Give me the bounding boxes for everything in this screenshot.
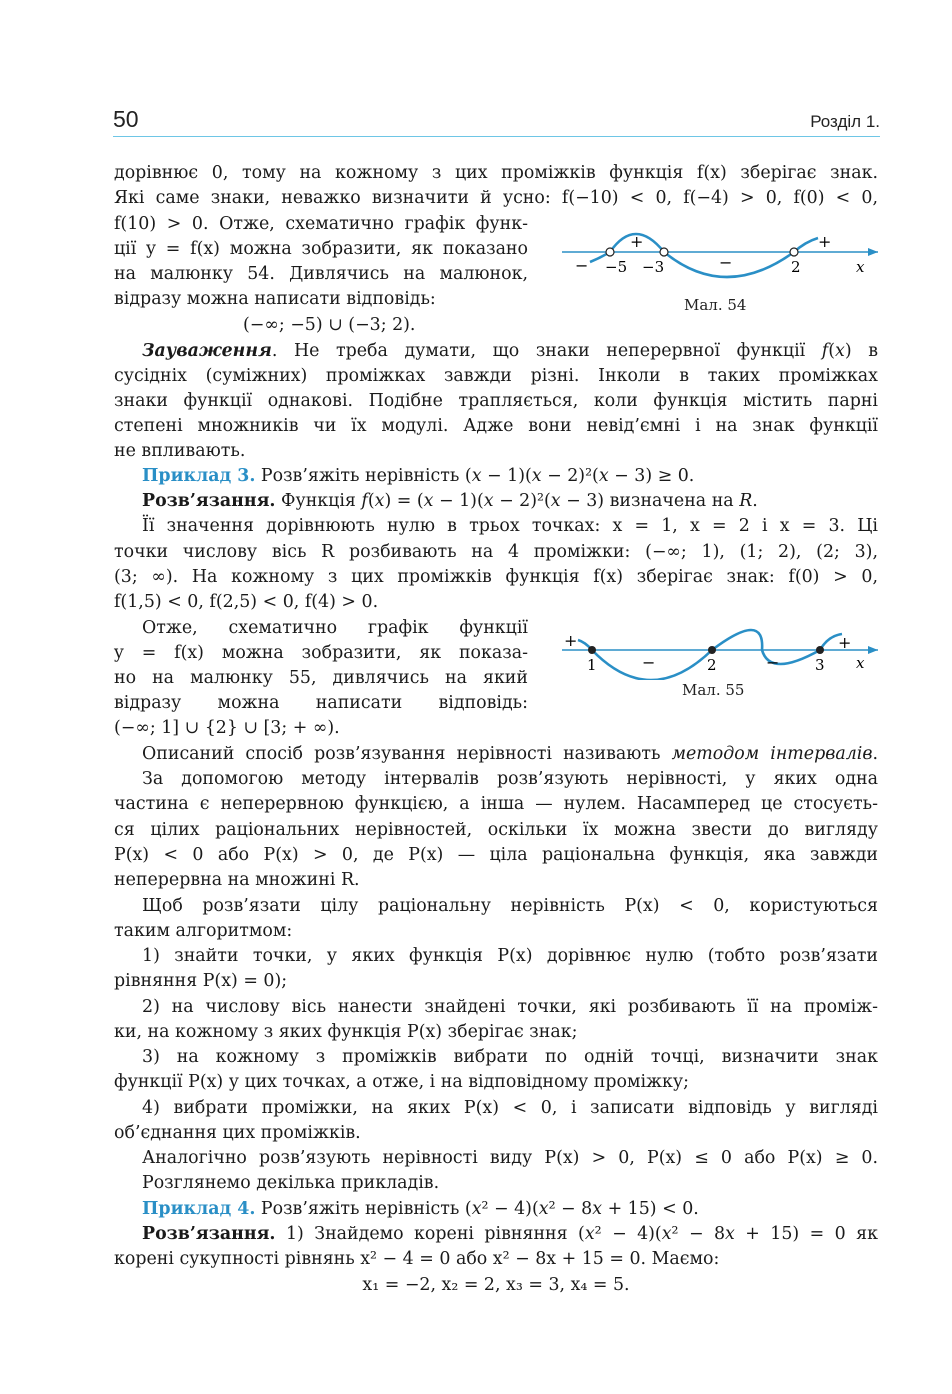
axis-label: x — [856, 258, 865, 276]
tick-label: −3 — [642, 258, 665, 276]
axis-label: x — [856, 654, 865, 672]
example-4-heading: Приклад 4. Розв’яжіть нерівність (x² − 4)(x² − 8x + 15) < 0. — [142, 1199, 699, 1219]
answer-line: (−∞; 1] ∪ {2} ∪ [3; + ∞). — [114, 718, 340, 738]
sign-label: + — [838, 633, 852, 652]
text-line: Розглянемо декілька прикладів. — [142, 1173, 440, 1193]
text-line: 1) знайти точки, у яких функція P(x) дорівнює нулю (тобто розв’язати — [142, 946, 878, 966]
header-rule — [113, 136, 880, 137]
page-number: 50 — [113, 106, 139, 132]
text-line: відразу можна написати відповідь: — [114, 289, 436, 309]
example-3-heading: Приклад 3. Розв’яжіть нерівність (x − 1)(x − 2)²(x − 3) ≥ 0. — [142, 466, 695, 486]
root-point — [790, 248, 798, 256]
text-line: 2) на числову вісь нанести знайдені точки, які розбивають її на промiж- — [142, 997, 878, 1017]
sign-label: + — [564, 631, 578, 650]
sign-label: + — [818, 232, 832, 251]
sign-label: − — [575, 256, 589, 275]
text-line: но на малюнку 55, дивлячись на який — [114, 668, 528, 688]
text-line: 4) вибрати проміжки, на яких P(x) < 0, і записати відповідь у вигляді — [142, 1098, 878, 1118]
text-line: Які саме знаки, неважко визначити й усно: f(−10) < 0, f(−4) > 0, f(0) < 0, — [114, 188, 878, 208]
root-point — [816, 646, 824, 654]
figure-54 — [560, 220, 880, 290]
sign-label: − — [642, 653, 656, 672]
text-line: f(1,5) < 0, f(2,5) < 0, f(4) > 0. — [114, 592, 379, 612]
figure-55 — [560, 628, 880, 680]
text-line: ки, на кожному з яких функція P(x) зберігає знак; — [114, 1022, 578, 1042]
figure-55-caption: Мал. 55 — [682, 681, 745, 699]
text-line: Описаний спосіб розв’язування нерівності називають методом інтервалів. — [142, 744, 878, 764]
text-line: знаки функції однакові. Подібне трапляється, коли функція містить парні — [114, 391, 878, 411]
axis-arrow-icon — [868, 646, 878, 654]
text-line: ся цілих раціональних нерівностей, оскільки їх можна звести до вигляду — [114, 820, 878, 840]
text-line: сусідніх (суміжних) проміжках завжди різні. Інколи в таких проміжках — [114, 366, 878, 386]
axis-arrow-icon — [868, 248, 878, 256]
text-line: не впливають. — [114, 441, 246, 461]
text-line: P(x) < 0 або P(x) > 0, де P(x) — ціла раціональна функція, яка завжди — [114, 845, 878, 865]
text-line: (3; ∞). На кожному з цих проміжків функція f(x) зберігає знак: f(0) > 0, — [114, 567, 878, 587]
roots-line: x₁ = −2, x₂ = 2, x₃ = 3, x₄ = 5. — [362, 1275, 630, 1295]
text-line: об’єднання цих проміжків. — [114, 1123, 361, 1143]
sign-label: − — [766, 653, 780, 672]
text-line: Зауваження. Не треба думати, що знаки неперервної функції f(x) в — [142, 341, 878, 361]
text-line: Отже, схематично графік функції — [142, 618, 528, 638]
root-point — [588, 646, 596, 654]
text-line: ції y = f(x) можна зобразити, як показано — [114, 239, 528, 259]
text-line: y = f(x) можна зобразити, як показа- — [114, 643, 528, 663]
text-line: рівняння P(x) = 0); — [114, 971, 288, 991]
text-line: відразу можна написати відповідь: — [114, 693, 528, 713]
figure-54-caption: Мал. 54 — [684, 296, 747, 314]
text-line: Розв’язання. 1) Знайдемо корені рівняння (x² − 4)(x² − 8x + 15) = 0 як — [142, 1224, 879, 1244]
sign-label: + — [630, 232, 644, 251]
tick-label: 1 — [587, 656, 597, 674]
root-point — [606, 248, 614, 256]
text-line: корені сукупності рівнянь x² − 4 = 0 або x² − 8x + 15 = 0. Маємо: — [114, 1249, 720, 1269]
tick-label: 3 — [815, 656, 825, 674]
text-line: Аналогічно розв’язують нерівності виду P(x) > 0, P(x) ≤ 0 або P(x) ≥ 0. — [142, 1148, 878, 1168]
text-line: дорівнює 0, тому на кожному з цих проміжків функція f(x) зберігає знак. — [114, 163, 878, 183]
text-line: Розв’язання. Функція f(x) = (x − 1)(x − 2)²(x − 3) визначена на R. — [142, 491, 758, 511]
text-line: точки числову вісь R розбивають на 4 проміжки: (−∞; 1), (1; 2), (2; 3), — [114, 542, 878, 562]
answer-line: (−∞; −5) ∪ (−3; 2). — [243, 315, 416, 335]
tick-label: 2 — [707, 656, 717, 674]
root-point — [660, 248, 668, 256]
text-line: степені множників чи їх модулі. Адже вони невід’ємні і на знак функції — [114, 416, 878, 436]
text-line: таким алгоритмом: — [114, 921, 293, 941]
text-line: частина є неперервною функцією, а інша — нулем. Насамперед це стосуєть- — [114, 794, 878, 814]
text-line: Щоб розв’язати цілу раціональну нерівність P(x) < 0, користуються — [142, 896, 878, 916]
text-line: Її значення дорівнюють нулю в трьох точках: x = 1, x = 2 і x = 3. Ці — [142, 516, 878, 536]
section-title: Розділ 1. — [810, 112, 880, 131]
text-line: неперервна на множині R. — [114, 870, 360, 890]
root-point — [708, 646, 716, 654]
text-line: 3) на кожному з проміжків вибрати по одній точці, визначити знак — [142, 1047, 878, 1067]
text-line: функції P(x) у цих точках, а отже, і на відповідному проміжку; — [114, 1072, 689, 1092]
text-line: За допомогою методу інтервалів розв’язують нерівності, у яких одна — [142, 769, 878, 789]
text-line: f(10) > 0. Отже, схематично графік функ- — [114, 214, 528, 234]
text-line: на малюнку 54. Дивлячись на малюнок, — [114, 264, 528, 284]
tick-label: −5 — [605, 258, 628, 276]
sign-label: − — [719, 253, 733, 272]
tick-label: 2 — [791, 258, 801, 276]
